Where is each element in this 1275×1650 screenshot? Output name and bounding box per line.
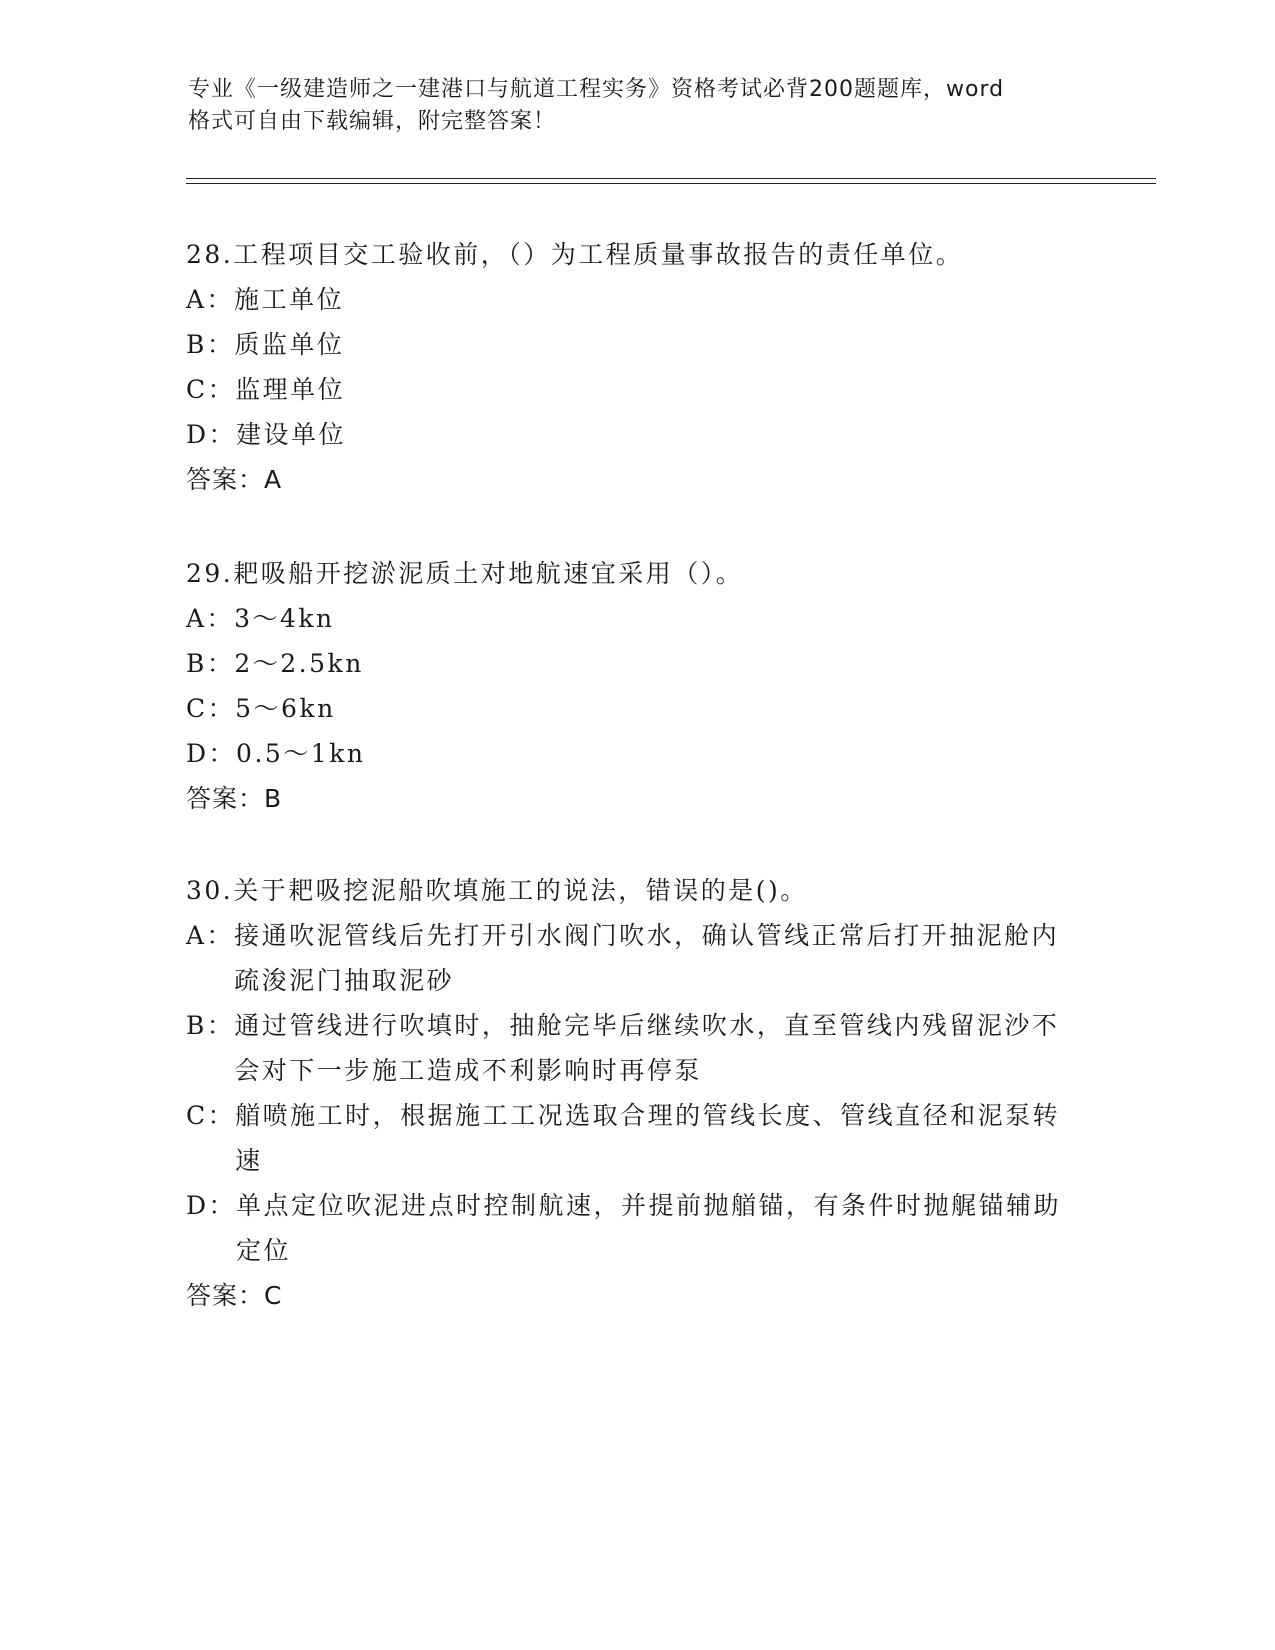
option-text: 3～4kn xyxy=(234,604,335,633)
question-stem: 28.工程项目交工验收前，（）为工程质量事故报告的责任单位。 xyxy=(186,240,964,269)
option-b xyxy=(186,1003,1086,1093)
header-line-1: 专业《一级建造师之一建港口与航道工程实务》资格考试必背200题题库，word xyxy=(188,77,1005,102)
option-key: A： xyxy=(186,285,235,314)
question-stem: 29.耙吸船开挖淤泥质土对地航速宜采用（）。 xyxy=(186,559,744,588)
question-29 xyxy=(186,551,1086,821)
option-key: D： xyxy=(186,420,237,449)
option-d xyxy=(186,731,1086,776)
document-header xyxy=(188,74,1088,138)
question-stem: 30.关于耙吸挖泥船吹填施工的说法，错误的是()。 xyxy=(186,876,808,905)
option-text: 艏喷施工时，根据施工工况选取合理的管线长度、管线直径和泥泵转速 xyxy=(235,1101,1061,1175)
option-c xyxy=(186,686,1086,731)
option-a xyxy=(186,277,1086,322)
answer-label: 答案：B xyxy=(186,784,283,813)
option-text: 单点定位吹泥进点时控制航速，并提前抛艏锚，有条件时抛艉锚辅助定位 xyxy=(236,1191,1062,1265)
option-text: 5～6kn xyxy=(235,694,336,723)
option-key: B： xyxy=(186,1011,235,1040)
question-30 xyxy=(186,868,1086,1318)
option-text: 0.5～1kn xyxy=(236,739,366,768)
header-line-2: 格式可自由下载编辑，附完整答案！ xyxy=(188,109,557,134)
option-c xyxy=(186,367,1086,412)
option-key: C： xyxy=(186,1101,236,1130)
option-d xyxy=(186,1183,1086,1273)
answer-label: 答案：C xyxy=(186,1281,283,1310)
option-d xyxy=(186,412,1086,457)
option-key: B： xyxy=(186,330,235,359)
option-a xyxy=(186,913,1086,1003)
option-key: A： xyxy=(186,921,235,950)
option-key: C： xyxy=(186,694,236,723)
option-c xyxy=(186,1093,1086,1183)
option-text: 2～2.5kn xyxy=(234,649,364,678)
option-key: C： xyxy=(186,375,236,404)
option-key: D： xyxy=(186,1191,237,1220)
question-28 xyxy=(186,232,1086,502)
option-key: A： xyxy=(186,604,235,633)
option-text: 接通吹泥管线后先打开引水阀门吹水，确认管线正常后打开抽泥舱内疏浚泥门抽取泥砂 xyxy=(234,921,1060,995)
option-b xyxy=(186,641,1086,686)
option-text: 建设单位 xyxy=(236,420,347,449)
option-key: B： xyxy=(186,649,235,678)
option-key: D： xyxy=(186,739,237,768)
option-text: 质监单位 xyxy=(234,330,345,359)
option-a xyxy=(186,596,1086,641)
answer-label: 答案：A xyxy=(186,465,283,494)
header-divider-bottom xyxy=(186,183,1156,184)
option-b xyxy=(186,322,1086,367)
option-text: 施工单位 xyxy=(234,285,345,314)
option-text: 通过管线进行吹填时，抽舱完毕后继续吹水，直至管线内残留泥沙不会对下一步施工造成不利影响时再停泵 xyxy=(234,1011,1060,1085)
header-divider-top xyxy=(186,178,1156,179)
option-text: 监理单位 xyxy=(235,375,346,404)
